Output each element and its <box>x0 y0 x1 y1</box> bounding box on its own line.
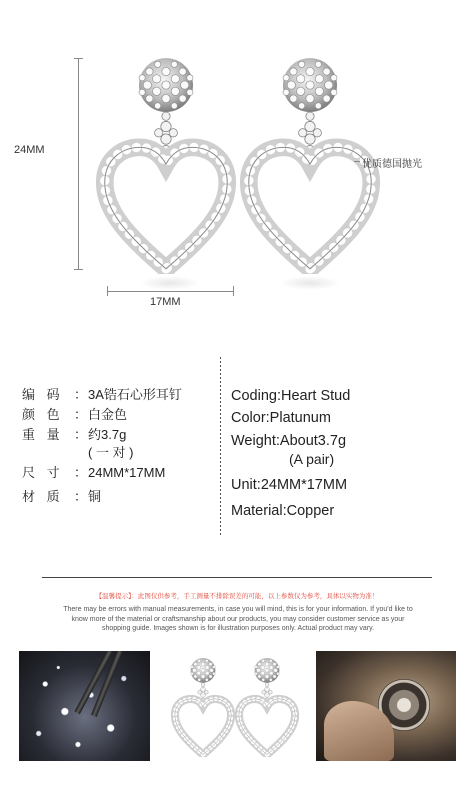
spec-row-color <box>22 405 212 425</box>
spec-value: 约3.7g <box>88 427 127 442</box>
specs-chinese <box>22 385 212 507</box>
specs-english <box>231 386 466 521</box>
height-label: 24MM <box>14 144 45 156</box>
height-dimension-line <box>78 58 79 270</box>
zircon-stones-photo <box>19 651 150 761</box>
spec-colon: ： <box>74 489 88 504</box>
earrings-product-photo <box>164 651 309 761</box>
spec-key: 材 质 <box>22 489 64 504</box>
spec-value: 铜 <box>88 489 102 504</box>
width-dimension-tick-left <box>107 286 108 296</box>
reflection-shadow <box>140 276 200 290</box>
spec-color-en: Color:Platunum <box>231 410 331 426</box>
spec-colon: ： <box>74 407 88 422</box>
earring-right-image <box>240 56 380 274</box>
spec-key: 颜 色 <box>22 407 64 422</box>
spec-coding-en: Coding:Heart Stud <box>231 388 351 404</box>
height-dimension-tick-bottom <box>74 269 83 270</box>
reflection-shadow <box>280 276 340 290</box>
callout-line <box>354 161 360 162</box>
spec-row-material <box>22 487 212 507</box>
spec-key: 编 码 <box>22 387 64 402</box>
notice-chinese: 【温馨提示】：此图仅供参考，手工测量不排除误差的可能，以上参数仅为参考，具体以实物为准！ <box>95 593 379 600</box>
spec-weight-sub-en: (A pair) <box>289 451 335 467</box>
notice-divider <box>42 577 432 578</box>
notice-english: There may be errors with manual measurements, in case you will mind, this is for your information. If you'd like to know more of the material or craftsmanship about our products, you may consider customer service as your shopping guide. Images shown is for illustration purposes only. Actual product may vary. <box>63 606 413 632</box>
spec-row-size <box>22 463 212 483</box>
spec-colon: ： <box>74 465 88 480</box>
width-dimension-line <box>107 291 234 292</box>
spec-value: 24MM*17MM <box>88 465 166 480</box>
spec-divider <box>220 357 221 535</box>
spec-material-en: Material:Copper <box>231 503 335 519</box>
spec-unit-en: Unit:24MM*17MM <box>231 477 348 493</box>
spec-weight-en: Weight:About3.7g <box>231 433 347 449</box>
spec-row-weight <box>22 425 212 445</box>
spec-key: 尺 寸 <box>22 465 64 480</box>
spec-value: 3A锆石心形耳钉 <box>88 387 182 402</box>
width-dimension-tick-right <box>233 286 234 296</box>
polishing-craft-photo <box>316 651 456 761</box>
width-label: 17MM <box>150 296 181 308</box>
height-dimension-tick-top <box>74 58 83 59</box>
earring-left-image <box>96 56 236 274</box>
hero-section <box>0 0 474 320</box>
spec-colon: ： <box>74 427 88 442</box>
spec-row-coding <box>22 385 212 405</box>
earring-right-thumb <box>234 657 300 757</box>
spec-key: 重 量 <box>22 427 64 442</box>
earring-left-thumb <box>170 657 236 757</box>
polish-callout: 优质德国抛光 <box>362 159 422 170</box>
spec-weight-sub: ( 一 对 ) <box>88 445 134 460</box>
spec-value: 白金色 <box>88 407 128 422</box>
spec-colon: ： <box>74 387 88 402</box>
